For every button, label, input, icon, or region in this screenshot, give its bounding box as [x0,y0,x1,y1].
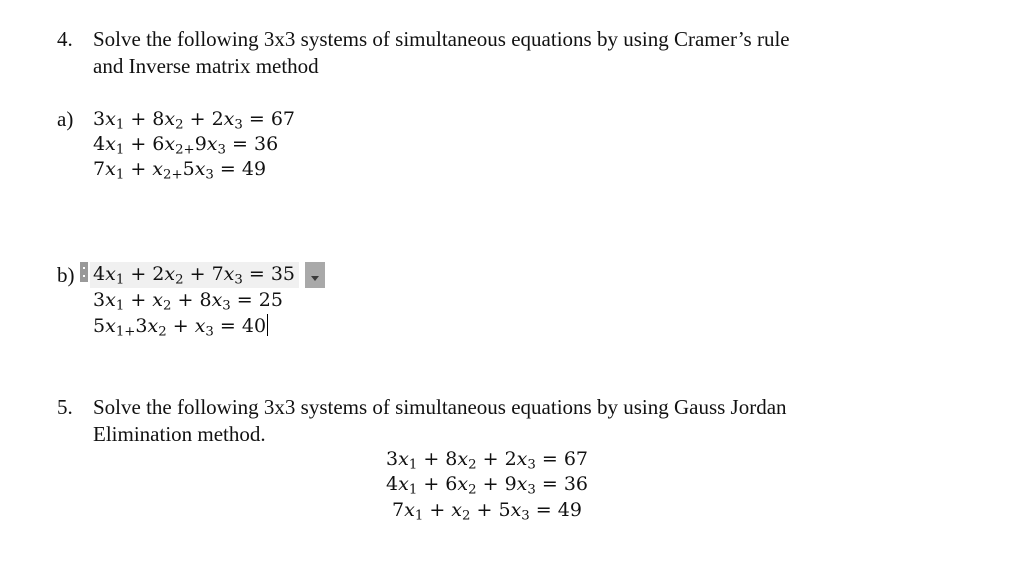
variable: x [194,158,206,180]
coefficient: 4 [386,473,399,495]
coefficient: 5 [93,315,106,337]
coefficient: 7 [93,158,106,180]
variable: x [398,473,409,495]
coefficient: 3 [135,315,148,337]
variable: x [516,473,528,495]
variable: x [451,499,462,521]
subscript: 1 [115,298,125,314]
coefficient: 3 [93,289,106,311]
variable: x [516,448,528,470]
coefficient: 4 [93,133,106,155]
subscript: 3 [234,117,243,133]
part-a-label: a) [57,107,74,131]
subscript: 1 [408,457,418,473]
subscript: 2+ [163,167,183,183]
variable: x [152,289,163,311]
operator: = 35 [242,263,296,285]
operator: = 67 [535,448,589,470]
variable: x [457,448,469,470]
subscript: 2 [175,272,184,288]
subscript: 3 [521,508,530,524]
operator: + [417,473,446,495]
subscript: 2 [158,324,167,340]
variable: x [164,263,176,285]
subscript: 3 [527,457,536,473]
operator: = 49 [213,158,267,180]
part-a-equation-2[interactable] [93,132,278,157]
q5-equation-1[interactable] [386,447,588,472]
subscript: 1 [115,272,125,288]
variable: x [164,133,176,155]
operator: = 49 [529,499,582,521]
operator: + [124,133,153,155]
operator: = 36 [225,133,279,155]
subscript: 3 [222,298,231,314]
coefficient: 9 [194,133,207,155]
variable: x [105,315,116,337]
operator: + [183,108,212,130]
coefficient: 3 [386,448,399,470]
variable: x [457,473,469,495]
operator: + [423,499,452,521]
subscript: 3 [205,167,214,183]
variable: x [105,289,116,311]
operator: + [124,108,153,130]
operator: = 40 [213,315,267,337]
variable: x [223,263,235,285]
coefficient: 2 [152,263,165,285]
part-a-equation-3[interactable] [93,157,266,182]
variable: x [398,448,409,470]
operator: + [183,263,212,285]
subscript: 2+ [175,142,195,158]
subscript: 3 [234,272,243,288]
operator: + [476,473,505,495]
dropdown-arrow-icon[interactable] [305,262,325,288]
question-4-number: 4. [57,27,73,51]
subscript: 2 [175,117,184,133]
operator: + [417,448,446,470]
coefficient: 5 [182,158,195,180]
variable: x [211,289,223,311]
subscript: 1+ [115,324,136,340]
part-b-equation-2[interactable] [93,288,283,313]
variable: x [105,133,116,155]
operator: + [124,263,153,285]
subscript: 3 [527,482,536,498]
operator: + [470,499,499,521]
operator: = 67 [242,108,296,130]
drag-handle-icon[interactable] [80,262,88,282]
question-4-text-line2: and Inverse matrix method [93,54,319,78]
variable: x [194,315,206,337]
part-b-label: b) [57,263,75,287]
subscript: 1 [115,117,125,133]
coefficient: 3 [93,108,106,130]
variable: x [105,263,116,285]
operator: + [124,289,153,311]
operator: = 36 [535,473,589,495]
variable: x [147,315,159,337]
q5-equation-2[interactable] [386,472,588,497]
coefficient: 7 [392,499,405,521]
subscript: 3 [205,324,214,340]
subscript: 1 [408,482,418,498]
variable: x [510,499,522,521]
operator: + [476,448,505,470]
operator: + [171,289,200,311]
subscript: 1 [115,167,125,183]
coefficient: 7 [211,263,224,285]
variable: x [164,108,176,130]
operator: = 25 [230,289,283,311]
coefficient: 4 [93,263,106,285]
coefficient: 8 [152,108,165,130]
subscript: 2 [163,298,172,314]
coefficient: 6 [445,473,458,495]
part-b-equation-1[interactable] [90,262,299,288]
variable: x [105,108,116,130]
coefficient: 5 [498,499,511,521]
part-a-equation-1[interactable] [93,107,295,132]
q5-equation-3[interactable] [392,498,582,523]
coefficient: 9 [504,473,517,495]
subscript: 2 [462,508,471,524]
variable: x [152,158,163,180]
question-4-text-line1: Solve the following 3x3 systems of simultaneous equations by using Cramer’s rule [93,27,790,51]
operator: + [124,158,153,180]
coefficient: 8 [199,289,212,311]
variable: x [105,158,116,180]
subscript: 2 [468,482,477,498]
question-5-number: 5. [57,395,73,419]
operator: + [166,315,195,337]
variable: x [404,499,415,521]
coefficient: 6 [152,133,165,155]
variable: x [206,133,218,155]
subscript: 1 [414,508,424,524]
coefficient: 2 [504,448,517,470]
subscript: 2 [468,457,477,473]
coefficient: 2 [211,108,224,130]
part-b-equation-3[interactable] [93,314,268,339]
question-5-text-line1: Solve the following 3x3 systems of simultaneous equations by using Gauss Jordan [93,395,787,419]
subscript: 3 [217,142,226,158]
coefficient: 8 [445,448,458,470]
variable: x [223,108,235,130]
subscript: 1 [115,142,125,158]
text-cursor [267,314,268,336]
question-5-text-line2: Elimination method. [93,422,266,446]
